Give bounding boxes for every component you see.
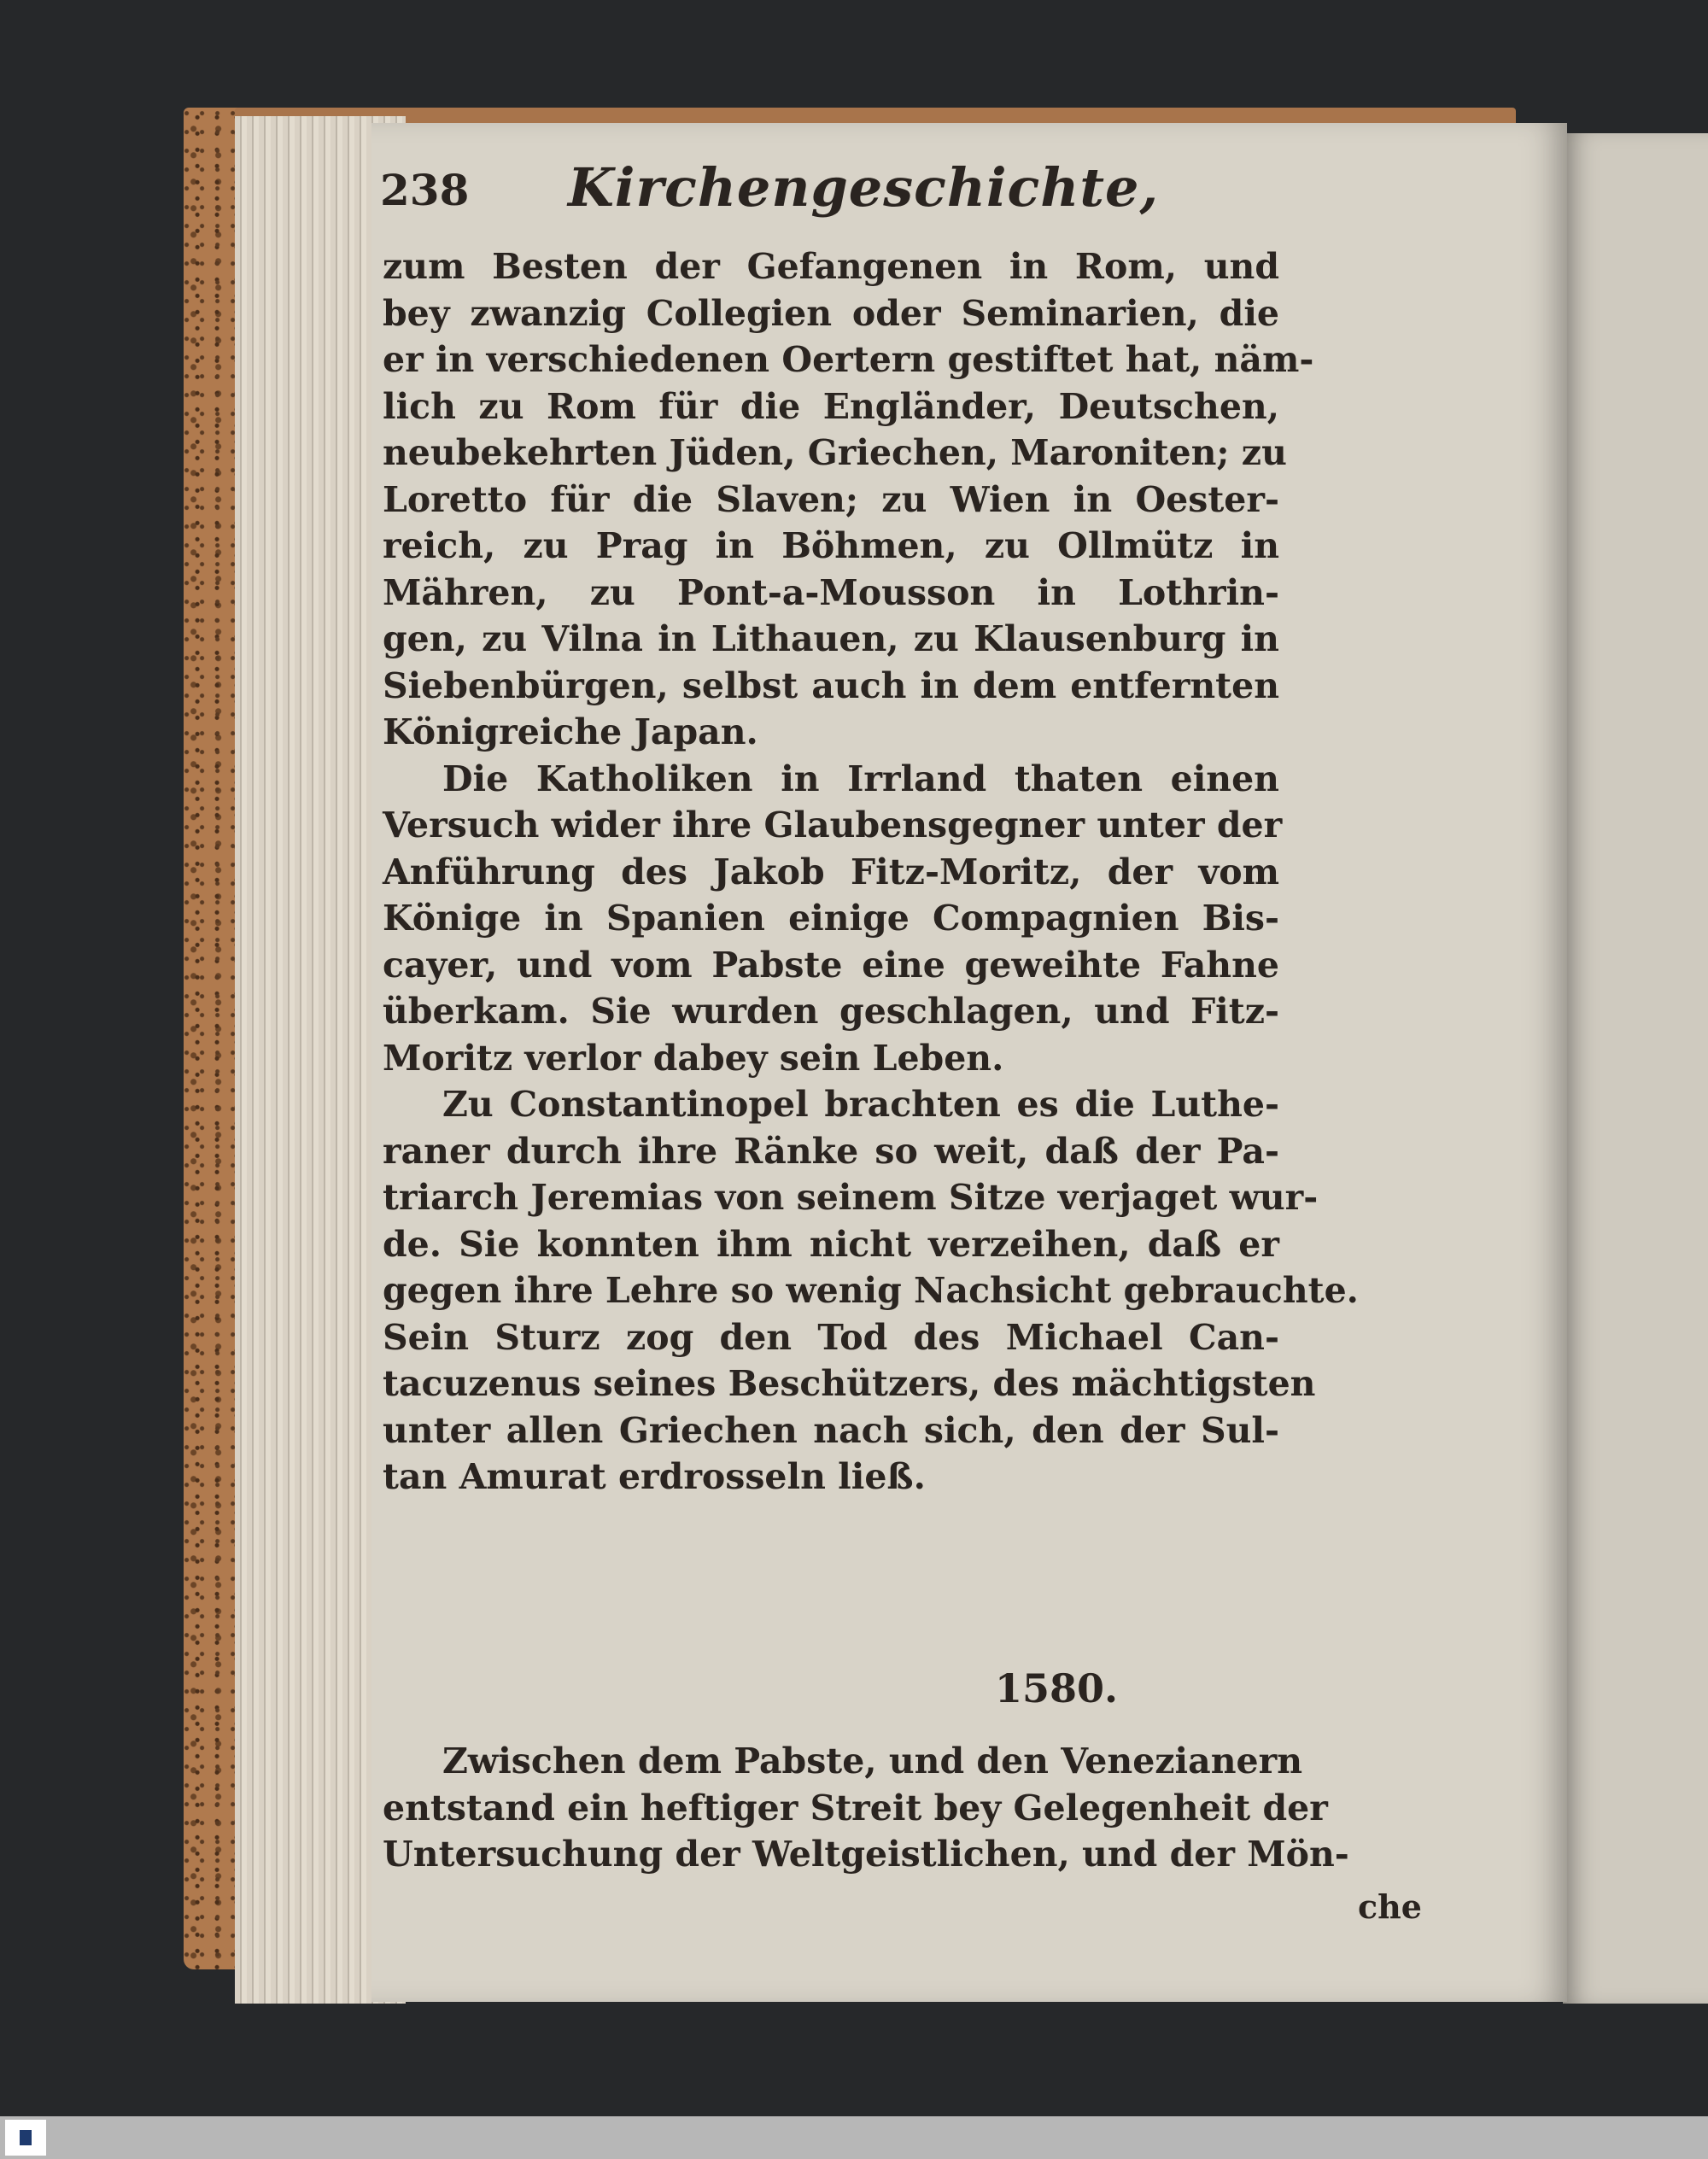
text-line: tacuzenus seines Beschützers, des mächtigsten xyxy=(383,1363,1316,1404)
text-line: Versuch wider ihre Glaubensgegner unter der xyxy=(383,805,1283,845)
library-logo-icon xyxy=(20,2130,32,2145)
text-line: Zwischen dem Pabste, und den Venezianern xyxy=(442,1741,1303,1782)
text-line: cayer, und vom Pabste eine geweihte Fahne xyxy=(383,944,1279,986)
text-line: gen, zu Vilna in Lithauen, zu Klausenburg in xyxy=(383,618,1279,659)
text-line: unter allen Griechen nach sich, den der Sul- xyxy=(383,1409,1279,1451)
text-line: reich, zu Prag in Böhmen, zu Ollmütz in xyxy=(383,525,1279,566)
facing-page xyxy=(1563,133,1708,2004)
text-line: de. Sie konnten ihm nicht verzeihen, daß er xyxy=(383,1223,1279,1265)
text-line: Könige in Spanien einige Compagnien Bis- xyxy=(383,898,1279,939)
text-line: tan Amurat erdrosseln ließ. xyxy=(383,1456,926,1497)
library-logo xyxy=(5,2120,46,2156)
text-line: Zu Constantinopel brachten es die Luthe- xyxy=(442,1084,1279,1125)
text-line: triarch Jeremias von seinem Sitze verjaget wur- xyxy=(383,1177,1319,1218)
text-line: Die Katholiken in Irrland thaten einen xyxy=(442,758,1279,799)
page-header xyxy=(380,149,1166,235)
body-text-continued xyxy=(383,1738,1349,1878)
text-line: bey zwanzig Collegien oder Seminarien, die xyxy=(383,292,1279,334)
catchword: che xyxy=(1358,1887,1422,1926)
text-line: raner durch ihre Ränke so weit, daß der Pa- xyxy=(383,1130,1279,1172)
text-line: lich zu Rom für die Engländer, Deutschen, xyxy=(383,385,1279,427)
running-title: Kirchengeschichte, xyxy=(568,156,1160,219)
text-line: er in verschiedenen Oertern gestiftet hat, näm- xyxy=(383,339,1314,380)
page-number: 238 xyxy=(380,165,470,215)
text-line: Mähren, zu Pont-a-Mousson in Lothrin- xyxy=(383,571,1279,613)
text-line: zum Besten der Gefangenen in Rom, und xyxy=(383,246,1279,287)
year-heading: 1580. xyxy=(995,1665,1119,1711)
viewer-footer-bar xyxy=(0,2116,1708,2159)
text-line: Sein Sturz zog den Tod des Michael Can- xyxy=(383,1316,1279,1358)
text-line: Anführung des Jakob Fitz-Moritz, der vom xyxy=(383,851,1279,892)
text-line: überkam. Sie wurden geschlagen, und Fitz- xyxy=(383,991,1279,1032)
text-line: gegen ihre Lehre so wenig Nachsicht gebrauchte. xyxy=(383,1270,1359,1311)
text-line: Königreiche Japan. xyxy=(383,711,758,752)
text-line: Siebenbürgen, selbst auch in dem entfernten xyxy=(383,664,1279,706)
text-line: Untersuchung der Weltgeistlichen, und der Mön- xyxy=(383,1834,1349,1875)
text-line: Loretto für die Slaven; zu Wien in Oester- xyxy=(383,478,1279,520)
text-line: Moritz verlor dabey sein Leben. xyxy=(383,1037,1004,1079)
text-line: neubekehrten Jüden, Griechen, Maroniten; zu xyxy=(383,432,1287,473)
text-line: entstand ein heftiger Streit bey Gelegenheit der xyxy=(383,1787,1328,1828)
body-text xyxy=(383,243,1359,1501)
